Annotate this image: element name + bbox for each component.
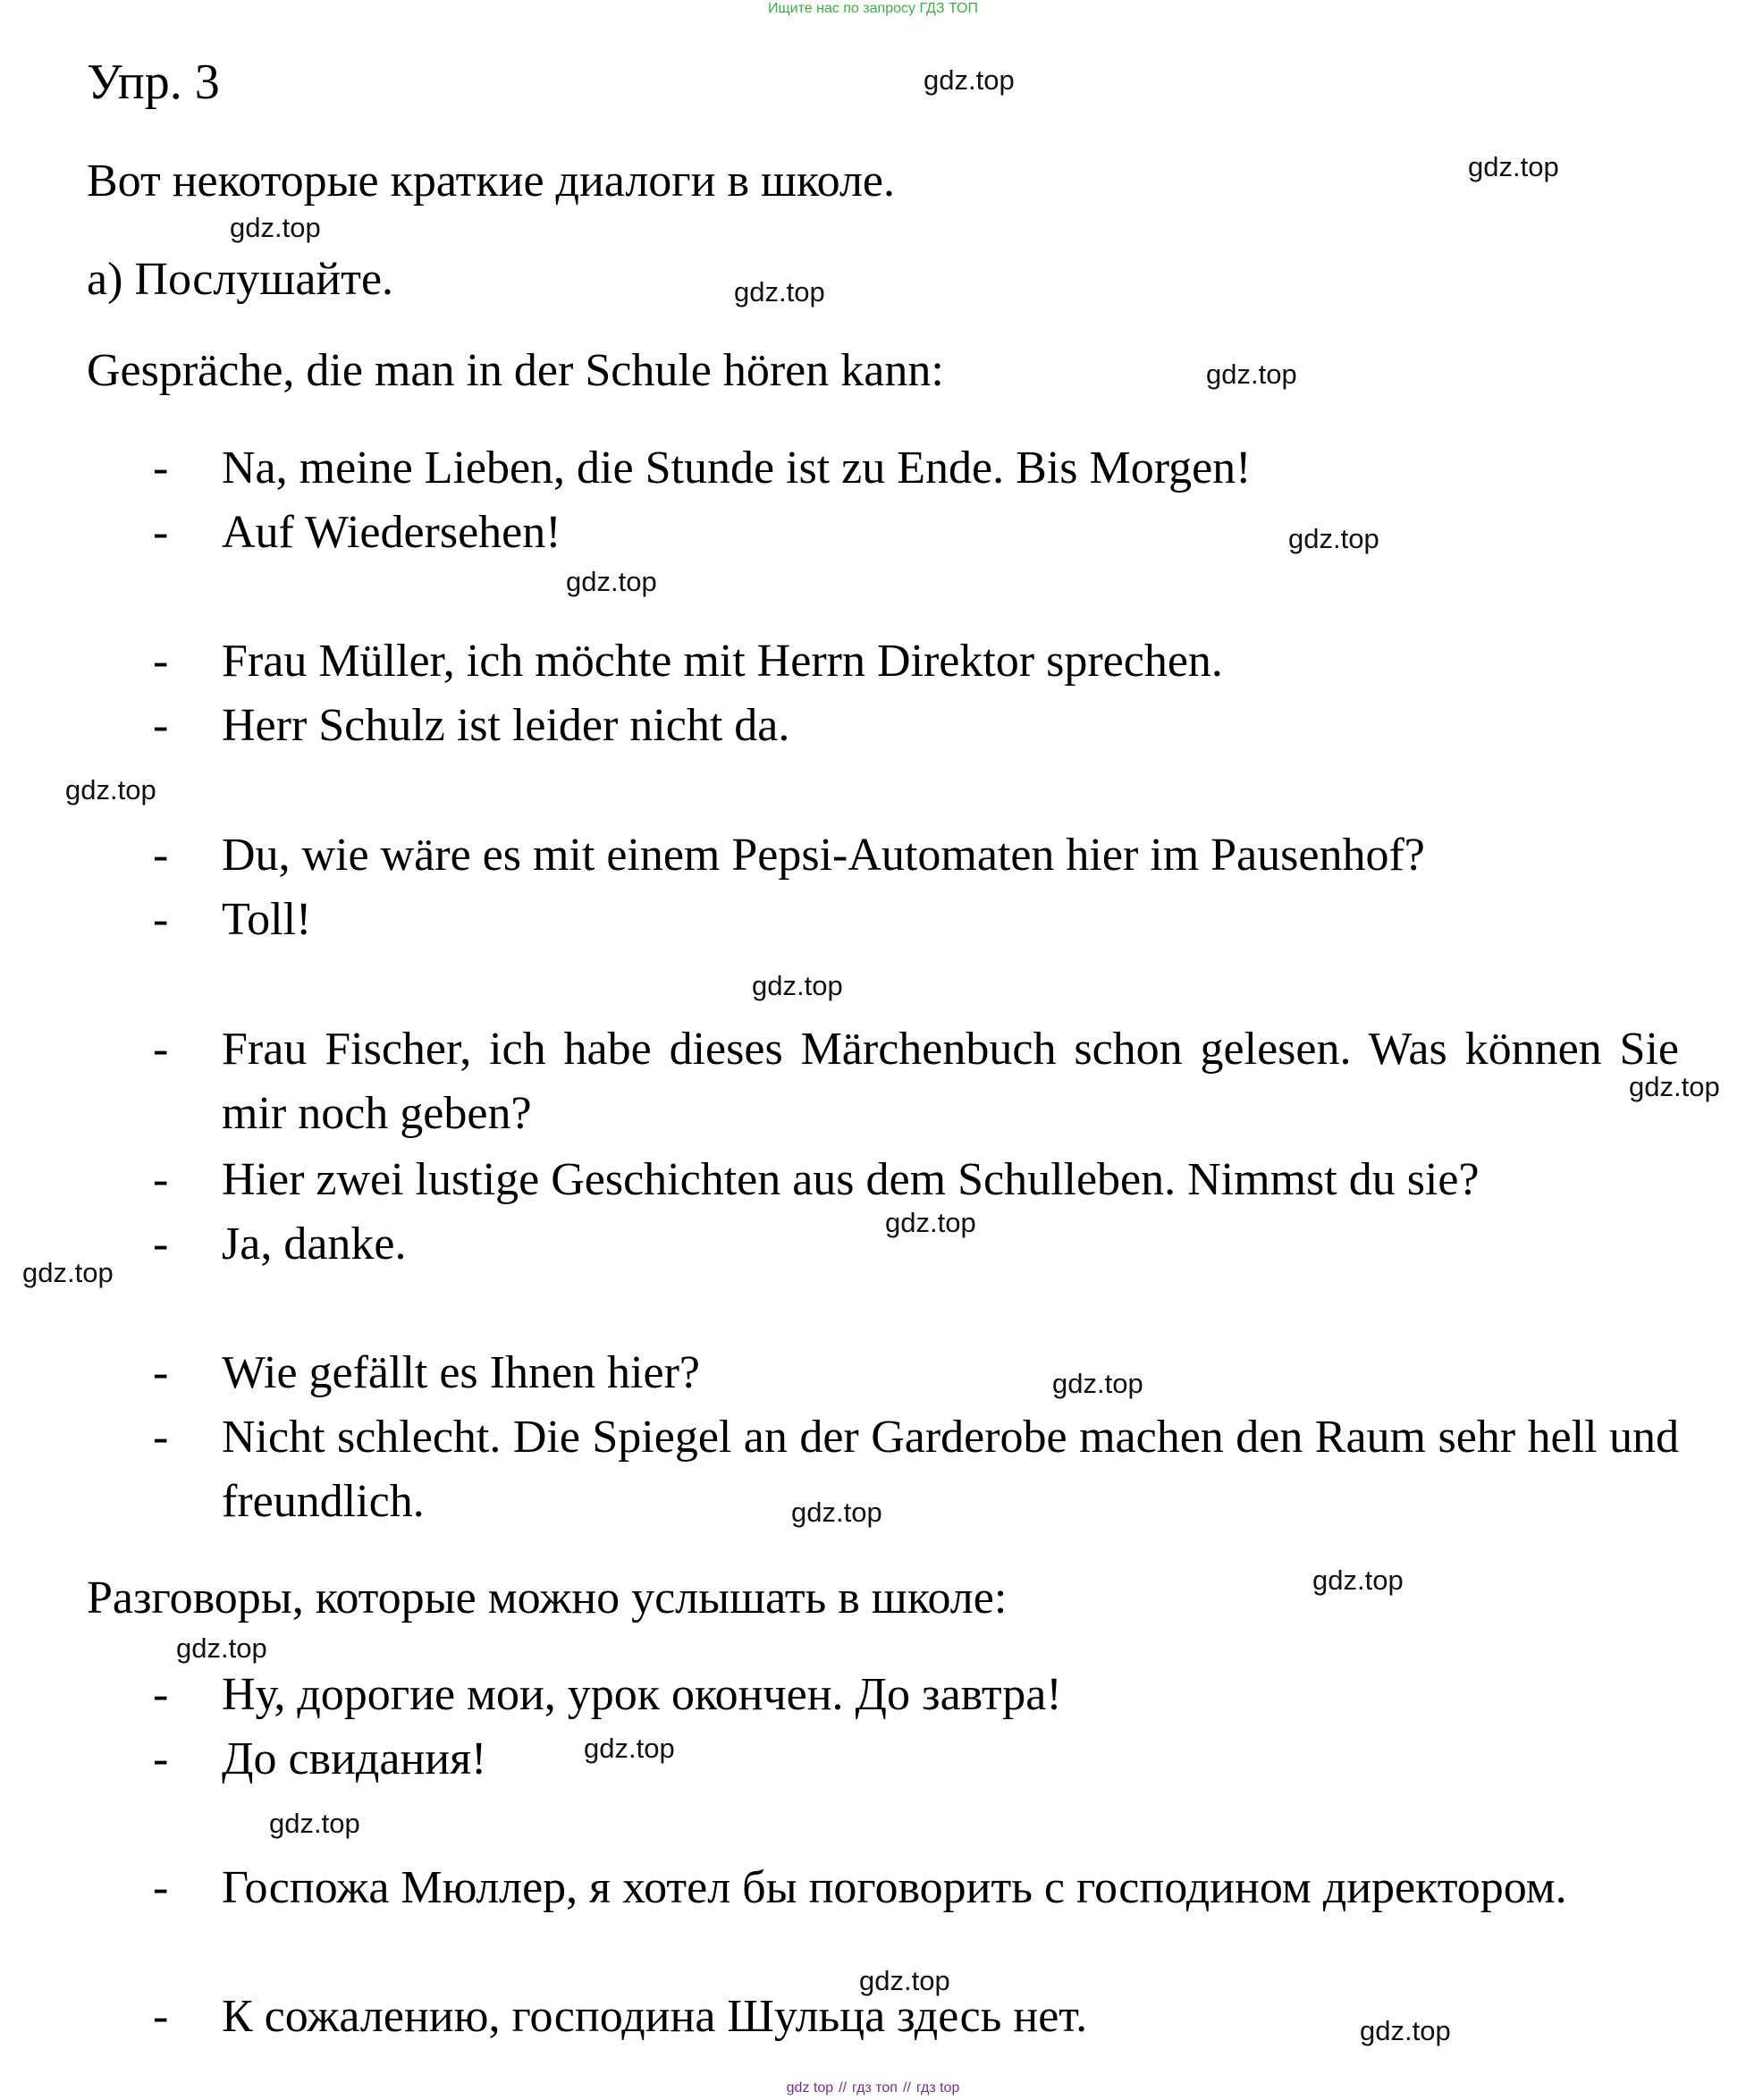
- dash: -: [153, 1347, 169, 1398]
- german-line: Toll!: [222, 894, 312, 945]
- watermark: gdz.top: [791, 1497, 882, 1528]
- russian-line: Ну, дорогие мои, урок окончен. До завтра!: [222, 1669, 1062, 1720]
- dash: -: [153, 1862, 169, 1913]
- watermark: gdz.top: [65, 774, 156, 805]
- dash: -: [153, 1219, 169, 1269]
- bottom-banner-item: гдз top: [915, 2080, 960, 2096]
- watermark: gdz.top: [1360, 2015, 1451, 2046]
- watermark: gdz.top: [924, 64, 1015, 96]
- watermark: gdz.top: [1206, 358, 1297, 390]
- german-line: Ja, danke.: [222, 1219, 407, 1269]
- dash: -: [153, 1733, 169, 1784]
- bottom-banner-item: gdz top: [786, 2080, 834, 2096]
- dash: -: [153, 636, 169, 687]
- german-line: Hier zwei lustige Geschichten aus dem Schulleben. Nimmst du sie?: [222, 1154, 1480, 1205]
- watermark: gdz.top: [584, 1733, 675, 1764]
- german-heading: Gespräche, die man in der Schule hören kann:: [87, 345, 944, 396]
- watermark: gdz.top: [566, 566, 657, 597]
- german-line: Frau Müller, ich möchte mit Herrn Direktor sprechen.: [222, 636, 1223, 687]
- german-line: Wie gefällt es Ihnen hier?: [222, 1347, 700, 1398]
- watermark: gdz.top: [1312, 1564, 1404, 1596]
- german-line: Frau Fischer, ich habe dieses Märchenbuch schon gelesen. Was können Sie mir noch geben?: [222, 1024, 1679, 1139]
- russian-line: К сожалению, господина Шульца здесь нет.: [222, 1991, 1088, 2042]
- dash: -: [153, 1154, 169, 1205]
- task-a: а) Послушайте.: [87, 254, 394, 305]
- bottom-banner: [0, 2079, 1746, 2097]
- watermark: gdz.top: [230, 212, 321, 243]
- watermark: gdz.top: [176, 1632, 267, 1664]
- bottom-banner-item: гдз топ: [852, 2080, 898, 2096]
- dash: -: [153, 830, 169, 881]
- dash: -: [153, 700, 169, 751]
- german-line: Na, meine Lieben, die Stunde ist zu Ende. Bis Morgen!: [222, 443, 1252, 493]
- german-line: Nicht schlecht. Die Spiegel an der Garderobe machen den Raum sehr hell und freundlich.: [222, 1412, 1679, 1527]
- watermark: gdz.top: [1629, 1071, 1720, 1102]
- russian-line: До свидания!: [222, 1733, 487, 1784]
- dash: -: [153, 443, 169, 493]
- watermark: gdz.top: [269, 1808, 360, 1839]
- watermark: gdz.top: [752, 970, 843, 1001]
- german-line: Herr Schulz ist leider nicht da.: [222, 700, 790, 751]
- exercise-title: Упр. 3: [87, 55, 220, 110]
- watermark: gdz.top: [734, 276, 825, 308]
- bottom-banner-separator: //: [902, 2080, 911, 2096]
- dash: -: [153, 894, 169, 945]
- german-line: Du, wie wäre es mit einem Pepsi-Automaten hier im Pausenhof?: [222, 830, 1425, 881]
- bottom-banner-separator: //: [839, 2080, 848, 2096]
- german-line: Auf Wiedersehen!: [222, 507, 561, 558]
- russian-line: Госпожа Мюллер, я хотел бы поговорить с господином директором.: [222, 1862, 1567, 1913]
- dash: -: [153, 1669, 169, 1720]
- russian-heading: Разговоры, которые можно услышать в школе:: [87, 1573, 1008, 1623]
- watermark: gdz.top: [1468, 151, 1559, 182]
- dash: -: [153, 1024, 169, 1075]
- top-banner: Ищите нас по запросу ГДЗ ТОП: [768, 1, 978, 16]
- dash: -: [153, 1991, 169, 2042]
- watermark: gdz.top: [1052, 1368, 1143, 1399]
- watermark: gdz.top: [22, 1257, 114, 1288]
- intro-text: Вот некоторые краткие диалоги в школе.: [87, 156, 896, 207]
- dash: -: [153, 507, 169, 558]
- watermark: gdz.top: [1288, 523, 1379, 554]
- dash: -: [153, 1412, 169, 1463]
- watermark: gdz.top: [859, 1965, 950, 1996]
- watermark: gdz.top: [885, 1207, 976, 1238]
